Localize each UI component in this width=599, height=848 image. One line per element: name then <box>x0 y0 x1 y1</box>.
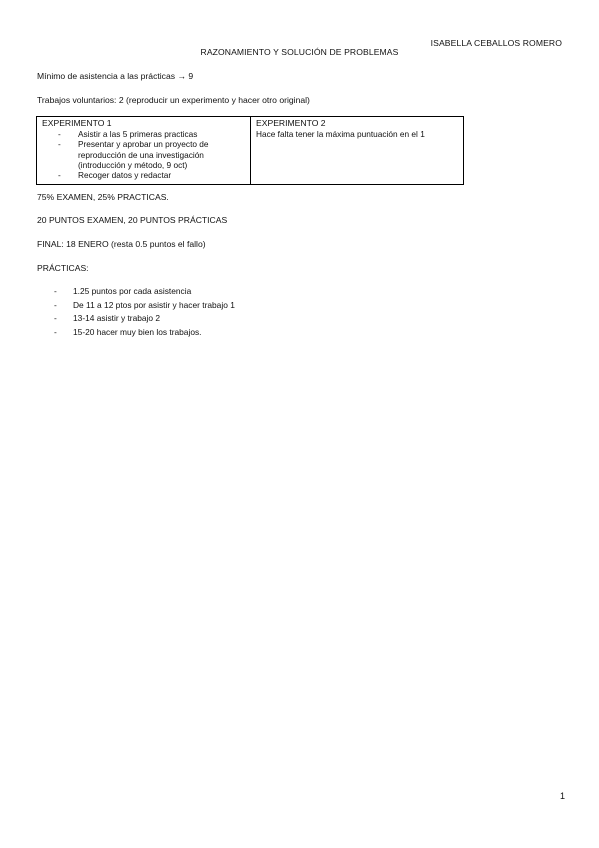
practicas-heading: PRÁCTICAS: <box>37 263 89 273</box>
experiment-2-title: EXPERIMENTO 2 <box>256 118 326 128</box>
voluntary-work-line: Trabajos voluntarios: 2 (reproducir un experimento y hacer otro original) <box>37 95 310 105</box>
experiment-1-cell <box>37 117 251 184</box>
document-title: RAZONAMIENTO Y SOLUCIÓN DE PROBLEMAS <box>200 47 399 57</box>
min-attendance-line: Mínimo de asistencia a las prácticas → 9 <box>37 71 194 81</box>
list-item: - Asistir a las 5 primeras practicas <box>58 128 198 139</box>
dash-marker: - <box>58 128 61 139</box>
practicas-list <box>37 285 235 339</box>
author-name: ISABELLA CEBALLOS ROMERO <box>430 38 562 48</box>
list-item: - 15-20 hacer muy bien los trabajos. <box>37 326 235 340</box>
final-exam-line: FINAL: 18 ENERO (resta 0.5 puntos el fallo) <box>37 239 206 249</box>
dash-marker: - <box>58 139 61 150</box>
dash-marker: - <box>54 326 57 337</box>
practicas-list-container <box>37 285 235 339</box>
dash-marker: - <box>54 313 57 323</box>
experiments-table <box>36 116 464 185</box>
dash-marker: - <box>54 286 57 296</box>
page-number: 1 <box>559 791 565 801</box>
list-item: - 1.25 puntos por cada asistencia <box>37 285 235 299</box>
experiment-2-text: Hace falta tener la máxima puntuación en el 1 <box>256 128 425 139</box>
dash-marker: - <box>54 299 57 310</box>
points-line: 20 PUNTOS EXAMEN, 20 PUNTOS PRÁCTICAS <box>37 215 228 225</box>
dash-marker: - <box>58 170 61 181</box>
list-item: - Presentar y aprobar un proyecto de reproducción de una investigación (introducción y método, 9 oct) <box>58 139 209 170</box>
list-item: - Recoger datos y redactar <box>58 170 172 181</box>
experiment-1-list <box>42 129 245 181</box>
list-item: - De 11 a 12 ptos por asistir y hacer trabajo 1 <box>37 299 235 313</box>
experiment-2-cell <box>251 117 463 184</box>
experiment-1-title: EXPERIMENTO 1 <box>42 118 112 128</box>
weights-line: 75% EXAMEN, 25% PRACTICAS. <box>37 192 169 202</box>
list-item: - 13-14 asistir y trabajo 2 <box>37 312 235 326</box>
